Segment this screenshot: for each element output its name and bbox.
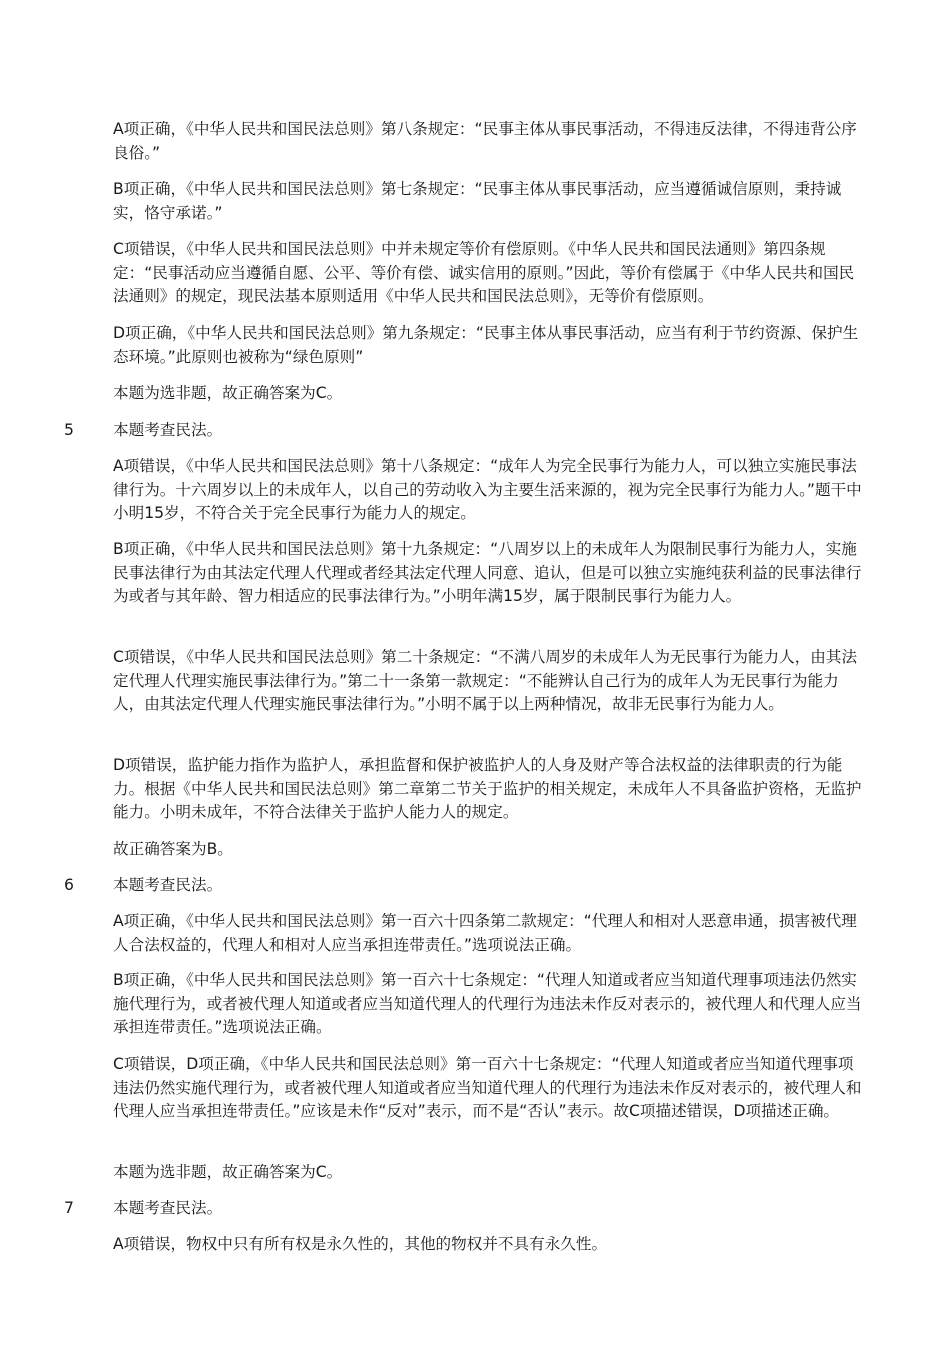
answer-line: 故正确答案为B。 xyxy=(113,840,233,858)
explanation-option-d: D项正确，《中华人民共和国民法总则》第九条规定：“民事主体从事民事活动，应当有利于节约资源、保护生态环境。”此原则也被称为“绿色原则” xyxy=(113,324,859,366)
question-heading: 本题考查民法。 xyxy=(113,1199,223,1217)
question-number: 6 xyxy=(64,876,74,894)
explanation-option-c: C项错误，《中华人民共和国民法总则》中并未规定等价有偿原则。《中华人民共和国民法通则》第四条规定：“民事活动应当遵循自愿、公平、等价有偿、诚实信用的原则。”因此，等价有偿属于《中华人民共和国民法通则》的规定，现民法基本原则适用《中华人民共和国民法总则》，无等价有偿原则。 xyxy=(113,240,855,305)
explanation-option-a: A项正确，《中华人民共和国民法总则》第一百六十四条第二款规定：“代理人和相对人恶意串通，损害被代理人合法权益的，代理人和相对人应当承担连带责任。”选项说法正确。 xyxy=(113,912,857,954)
explanation-option-b: B项正确，《中华人民共和国民法总则》第一百六十七条规定：“代理人知道或者应当知道代理事项违法仍然实施代理行为，或者被代理人知道或者应当知道代理人的代理行为违法未作反对表示的，被代理人和代理人应当承担连带责任。”选项说法正确。 xyxy=(113,971,862,1036)
question-heading: 本题考查民法。 xyxy=(113,876,223,894)
explanation-option-b: B项正确，《中华人民共和国民法总则》第十九条规定：“八周岁以上的未成年人为限制民事行为能力人，实施民事法律行为由其法定代理人代理或者经其法定代理人同意、追认，但是可以独立实施纯获利益的民事法律行为或者与其年龄、智力相适应的民事法律行为。”小明年满15岁，属于限制民事行为能力人。 xyxy=(113,540,862,605)
explanation-option-d: D项错误，监护能力指作为监护人，承担监督和保护被监护人的人身及财产等合法权益的法律职责的行为能力。根据《中华人民共和国民法总则》第二章第二节关于监护的相关规定，未成年人不具备监护资格，无监护能力。小明未成年，不符合法律关于监护人能力人的规定。 xyxy=(113,756,862,821)
question-number: 5 xyxy=(64,421,74,439)
answer-line: 本题为选非题，故正确答案为C。 xyxy=(113,384,343,402)
answer-line: 本题为选非题，故正确答案为C。 xyxy=(113,1163,343,1181)
explanation-option-a: A项错误，《中华人民共和国民法总则》第十八条规定：“成年人为完全民事行为能力人，可以独立实施民事法律行为。十六周岁以上的未成年人，以自己的劳动收入为主要生活来源的，视为完全民事行为能力人。”题干中小明15岁，不符合关于完全民事行为能力人的规定。 xyxy=(113,457,862,522)
explanation-option-c: C项错误，D项正确，《中华人民共和国民法总则》第一百六十七条规定：“代理人知道或者应当知道代理事项违法仍然实施代理行为，或者被代理人知道或者应当知道代理人的代理行为违法未作反对表示的，被代理人和代理人应当承担连带责任。”应该是未作“反对”表示，而不是“否认”表示。故C项描述错误，D项描述正确。 xyxy=(113,1055,862,1120)
explanation-option-c: C项错误，《中华人民共和国民法总则》第二十条规定：“不满八周岁的未成年人为无民事行为能力人，由其法定代理人代理实施民事法律行为。”第二十一条第一款规定：“不能辨认自己行为的成年人为无民事行为能力人，由其法定代理人代理实施民事法律行为。”小明不属于以上两种情况，故非无民事行为能力人。 xyxy=(113,648,858,713)
question-heading: 本题考查民法。 xyxy=(113,421,223,439)
question-number: 7 xyxy=(64,1199,74,1217)
explanation-option-a: A项正确，《中华人民共和国民法总则》第八条规定：“民事主体从事民事活动，不得违反法律，不得违背公序良俗。” xyxy=(113,120,857,162)
explanation-option-b: B项正确，《中华人民共和国民法总则》第七条规定：“民事主体从事民事活动，应当遵循诚信原则，秉持诚实，恪守承诺。” xyxy=(113,180,842,222)
explanation-option-a: A项错误，物权中只有所有权是永久性的，其他的物权并不具有永久性。 xyxy=(113,1235,608,1253)
